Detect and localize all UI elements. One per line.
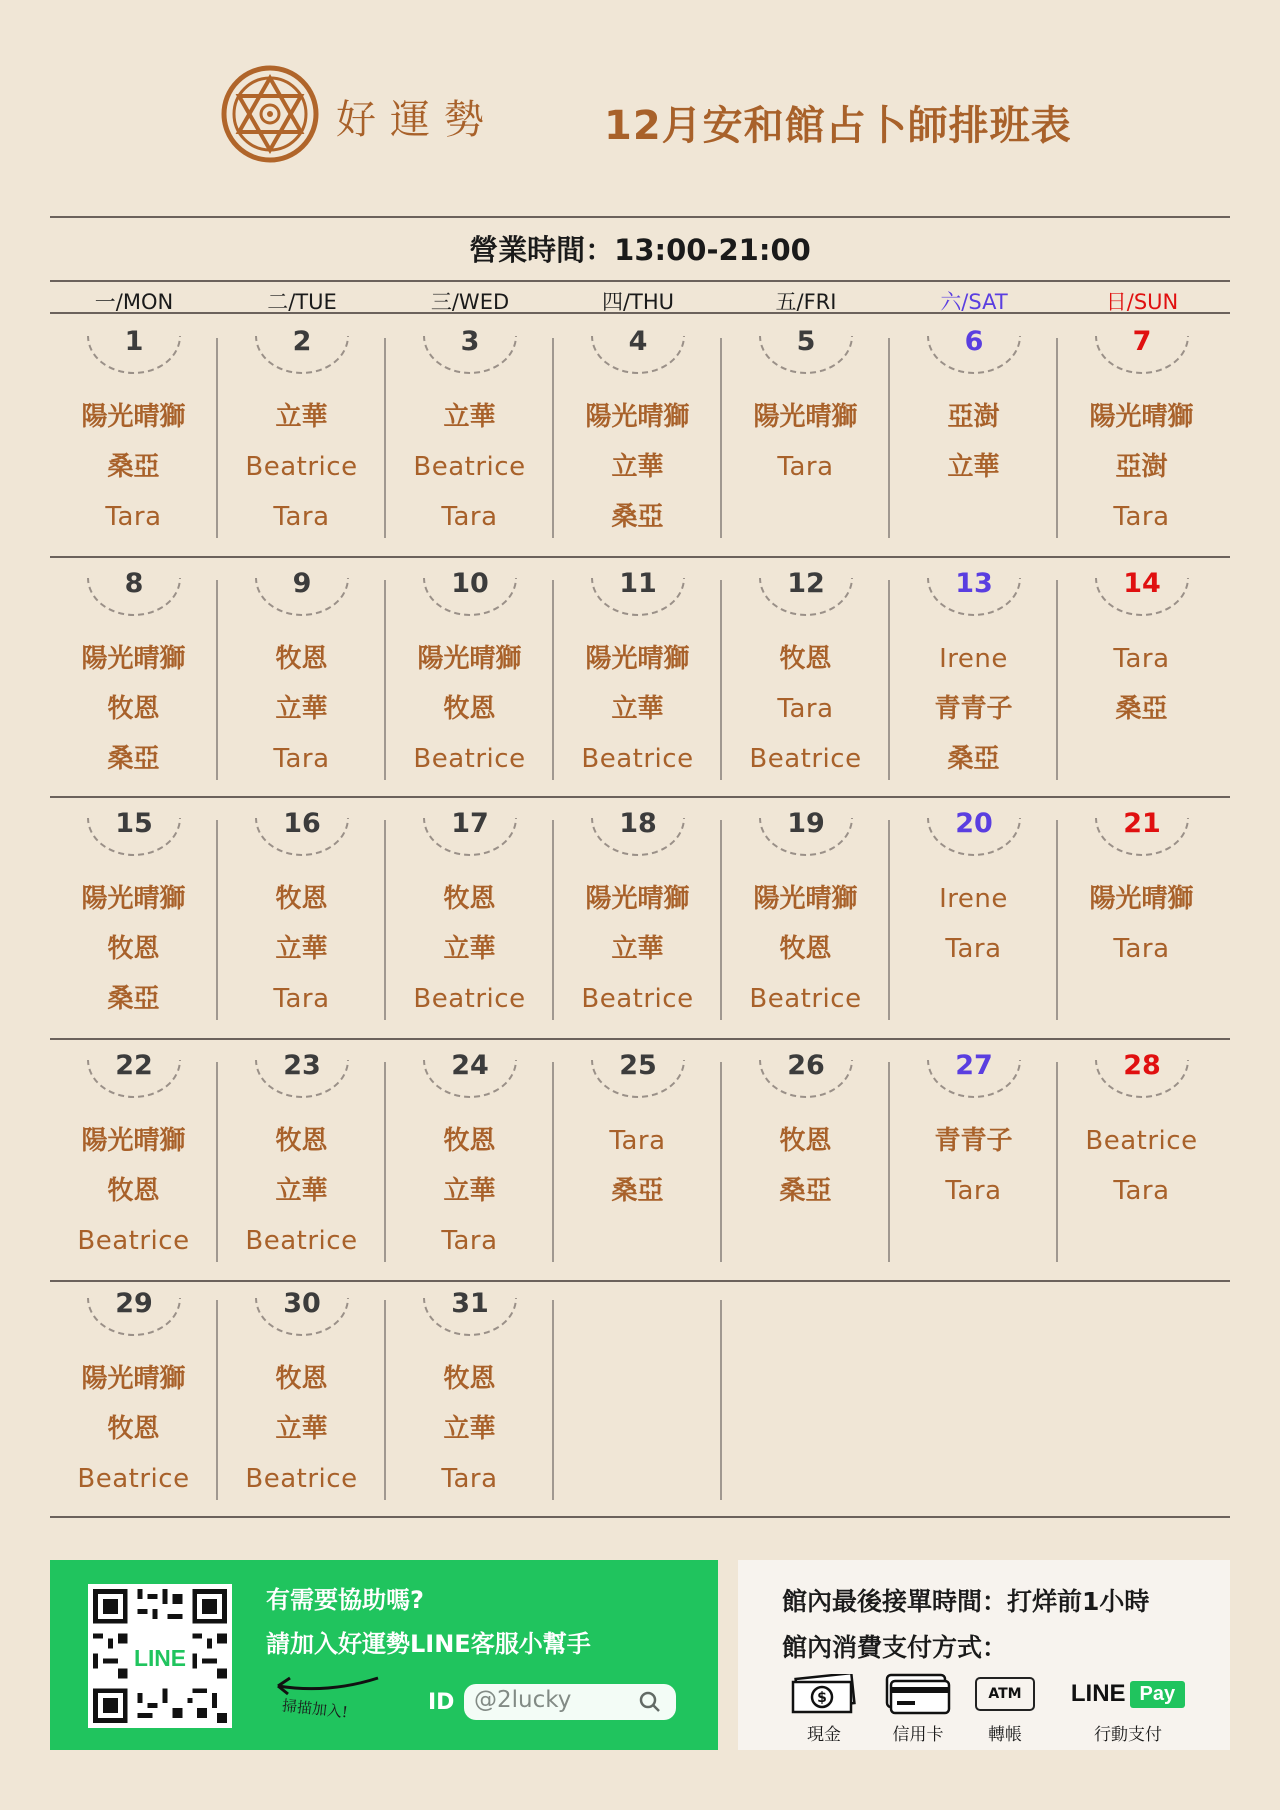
week-row bbox=[50, 1288, 1230, 1494]
line-id-value: @2lucky bbox=[474, 1687, 572, 1713]
day-badge bbox=[927, 540, 1021, 616]
reader-name: Tara bbox=[273, 984, 330, 1014]
reader-list bbox=[554, 1116, 721, 1216]
day-badge bbox=[591, 780, 685, 856]
reader-name: 陽光晴獅 bbox=[753, 884, 858, 914]
day-number: 20 bbox=[955, 808, 993, 839]
reader-name: Tara bbox=[777, 694, 834, 724]
reader-name: 立華 bbox=[275, 934, 328, 964]
day-number: 31 bbox=[451, 1288, 489, 1319]
reader-name: Beatrice bbox=[413, 452, 526, 482]
reader-list bbox=[554, 392, 721, 542]
reader-list bbox=[722, 1116, 889, 1216]
business-hours: 營業時間：13:00-21:00 bbox=[469, 233, 811, 267]
star-logo-icon bbox=[220, 64, 320, 164]
reader-name: Tara bbox=[777, 452, 834, 482]
reader-list bbox=[554, 874, 721, 1024]
reader-list bbox=[386, 392, 553, 542]
day-number: 12 bbox=[787, 568, 825, 599]
reader-name: Beatrice bbox=[77, 1226, 190, 1256]
day-number: 21 bbox=[1123, 808, 1161, 839]
reader-name: 陽光晴獅 bbox=[1089, 884, 1194, 914]
reader-name: 亞澍 bbox=[947, 402, 1000, 432]
day-badge bbox=[423, 780, 517, 856]
reader-name: 牧恩 bbox=[779, 934, 832, 964]
reader-name: 桑亞 bbox=[107, 984, 160, 1014]
reader-list bbox=[890, 1116, 1057, 1216]
reader-name: Irene bbox=[939, 644, 1008, 674]
reader-name: Beatrice bbox=[749, 984, 862, 1014]
day-number: 5 bbox=[796, 326, 816, 357]
reader-list bbox=[50, 392, 217, 542]
weekday-label: 二/TUE bbox=[267, 290, 337, 314]
reader-name: Tara bbox=[441, 502, 498, 532]
reader-name: 牧恩 bbox=[443, 694, 496, 724]
payment-credit-card bbox=[878, 1672, 958, 1745]
day-number: 16 bbox=[283, 808, 321, 839]
day-badge bbox=[591, 1022, 685, 1098]
atm-icon bbox=[972, 1672, 1038, 1716]
reader-name: Beatrice bbox=[77, 1464, 190, 1494]
reader-name: Beatrice bbox=[749, 744, 862, 774]
day-badge bbox=[759, 540, 853, 616]
reader-name: Irene bbox=[939, 884, 1008, 914]
day-number: 14 bbox=[1123, 568, 1161, 599]
reader-name: 青青子 bbox=[934, 1126, 1013, 1156]
reader-name: 陽光晴獅 bbox=[585, 402, 690, 432]
day-number: 29 bbox=[115, 1288, 153, 1319]
day-badge bbox=[1095, 780, 1189, 856]
search-icon bbox=[638, 1690, 662, 1714]
day-number: 22 bbox=[115, 1050, 153, 1081]
reader-name: Beatrice bbox=[413, 984, 526, 1014]
weekday-label: 一/MON bbox=[94, 290, 174, 314]
reader-name: Tara bbox=[1113, 644, 1170, 674]
reader-name: Beatrice bbox=[245, 452, 358, 482]
reader-name: 立華 bbox=[443, 934, 496, 964]
reader-list bbox=[1058, 392, 1225, 542]
line-id-search[interactable] bbox=[464, 1684, 676, 1720]
reader-list bbox=[218, 634, 385, 784]
day-number: 15 bbox=[115, 808, 153, 839]
reader-list bbox=[1058, 634, 1225, 734]
day-badge bbox=[87, 780, 181, 856]
day-badge bbox=[423, 1260, 517, 1336]
payment-cash bbox=[784, 1672, 864, 1745]
reader-name: Tara bbox=[441, 1226, 498, 1256]
divider bbox=[50, 1280, 1230, 1282]
day-number: 7 bbox=[1132, 326, 1152, 357]
reader-name: 陽光晴獅 bbox=[81, 1126, 186, 1156]
week-row bbox=[50, 326, 1230, 532]
day-number: 24 bbox=[451, 1050, 489, 1081]
reader-name: 立華 bbox=[611, 694, 664, 724]
reader-name: 牧恩 bbox=[107, 1176, 160, 1206]
reader-name: 牧恩 bbox=[107, 1414, 160, 1444]
week-row bbox=[50, 568, 1230, 774]
reader-list bbox=[554, 634, 721, 784]
reader-name: 桑亞 bbox=[107, 452, 160, 482]
reader-name: Tara bbox=[945, 1176, 1002, 1206]
reader-list bbox=[890, 392, 1057, 492]
day-number: 3 bbox=[460, 326, 480, 357]
reader-name: Beatrice bbox=[245, 1464, 358, 1494]
payment-methods-label: 館內消費支付方式： bbox=[782, 1633, 1008, 1662]
reader-list bbox=[722, 874, 889, 1024]
reader-list bbox=[386, 634, 553, 784]
day-number: 1 bbox=[124, 326, 144, 357]
reader-name: 牧恩 bbox=[779, 1126, 832, 1156]
reader-list bbox=[386, 1116, 553, 1266]
day-badge bbox=[87, 540, 181, 616]
day-number: 27 bbox=[955, 1050, 993, 1081]
line-help-panel bbox=[50, 1560, 718, 1750]
reader-name: 陽光晴獅 bbox=[417, 644, 522, 674]
cash-icon bbox=[791, 1674, 857, 1714]
line-id-label: ID bbox=[428, 1690, 455, 1715]
reader-list bbox=[722, 392, 889, 492]
svg-text:$: $ bbox=[817, 1690, 827, 1706]
reader-name: Beatrice bbox=[1085, 1126, 1198, 1156]
day-badge bbox=[591, 540, 685, 616]
reader-name: Beatrice bbox=[413, 744, 526, 774]
reader-name: 桑亞 bbox=[779, 1176, 832, 1206]
day-badge bbox=[87, 1260, 181, 1336]
qr-code-icon[interactable] bbox=[88, 1584, 232, 1728]
reader-name: Tara bbox=[273, 744, 330, 774]
atm-badge: ATM bbox=[975, 1677, 1035, 1711]
brand-name: 好運勢 bbox=[336, 97, 498, 143]
header bbox=[0, 0, 1280, 200]
day-badge bbox=[87, 298, 181, 374]
reader-list bbox=[722, 634, 889, 784]
reader-list bbox=[218, 874, 385, 1024]
reader-name: 立華 bbox=[611, 452, 664, 482]
reader-list bbox=[218, 1116, 385, 1266]
reader-name: 桑亞 bbox=[107, 744, 160, 774]
reader-name: 立華 bbox=[443, 1176, 496, 1206]
reader-name: 立華 bbox=[443, 1414, 496, 1444]
reader-name: 立華 bbox=[611, 934, 664, 964]
reader-list bbox=[890, 634, 1057, 784]
day-badge bbox=[423, 298, 517, 374]
reader-name: 桑亞 bbox=[947, 744, 1000, 774]
payment-cash-label: 現金 bbox=[807, 1725, 841, 1745]
reader-name: 立華 bbox=[443, 402, 496, 432]
reader-name: 桑亞 bbox=[611, 502, 664, 532]
day-badge bbox=[759, 1022, 853, 1098]
day-badge bbox=[1095, 1022, 1189, 1098]
divider bbox=[50, 556, 1230, 558]
column-divider bbox=[720, 1300, 722, 1500]
reader-name: 立華 bbox=[947, 452, 1000, 482]
payment-panel bbox=[738, 1560, 1230, 1750]
divider bbox=[50, 280, 1230, 282]
day-badge bbox=[927, 298, 1021, 374]
day-number: 19 bbox=[787, 808, 825, 839]
payment-transfer bbox=[972, 1672, 1038, 1745]
reader-name: 陽光晴獅 bbox=[81, 1364, 186, 1394]
weekday-label: 六/SAT bbox=[940, 290, 1008, 314]
day-badge bbox=[423, 1022, 517, 1098]
reader-name: 青青子 bbox=[934, 694, 1013, 724]
payment-transfer-label: 轉帳 bbox=[988, 1725, 1022, 1745]
day-number: 6 bbox=[964, 326, 984, 357]
day-badge bbox=[255, 1260, 349, 1336]
day-number: 11 bbox=[619, 568, 657, 599]
reader-name: 牧恩 bbox=[107, 694, 160, 724]
divider bbox=[50, 1038, 1230, 1040]
reader-name: 立華 bbox=[275, 1414, 328, 1444]
day-badge bbox=[927, 780, 1021, 856]
reader-name: Tara bbox=[945, 934, 1002, 964]
reader-name: Beatrice bbox=[245, 1226, 358, 1256]
reader-name: 陽光晴獅 bbox=[81, 644, 186, 674]
weekday-label: 三/WED bbox=[430, 290, 510, 314]
day-number: 13 bbox=[955, 568, 993, 599]
help-question: 有需要協助嗎? bbox=[266, 1586, 424, 1614]
day-badge bbox=[1095, 298, 1189, 374]
reader-name: Tara bbox=[1113, 502, 1170, 532]
day-badge bbox=[591, 298, 685, 374]
reader-name: 立華 bbox=[275, 694, 328, 724]
week-row bbox=[50, 1050, 1230, 1256]
day-badge bbox=[255, 780, 349, 856]
day-badge bbox=[927, 1022, 1021, 1098]
reader-list bbox=[50, 634, 217, 784]
line-pay-brand-b: Pay bbox=[1130, 1681, 1186, 1708]
day-badge bbox=[1095, 540, 1189, 616]
reader-name: Tara bbox=[441, 1464, 498, 1494]
divider bbox=[50, 216, 1230, 218]
reader-list bbox=[1058, 874, 1225, 974]
divider bbox=[50, 796, 1230, 798]
credit-card-icon bbox=[885, 1673, 951, 1715]
reader-name: 陽光晴獅 bbox=[81, 884, 186, 914]
reader-name: Beatrice bbox=[581, 984, 694, 1014]
reader-list bbox=[218, 392, 385, 542]
reader-name: 立華 bbox=[275, 402, 328, 432]
reader-name: 牧恩 bbox=[107, 934, 160, 964]
reader-list bbox=[50, 1116, 217, 1266]
reader-list bbox=[50, 874, 217, 1024]
payment-mobile bbox=[1066, 1672, 1190, 1745]
day-badge bbox=[255, 1022, 349, 1098]
reader-name: 牧恩 bbox=[275, 884, 328, 914]
day-badge bbox=[255, 540, 349, 616]
reader-name: 牧恩 bbox=[275, 1364, 328, 1394]
reader-name: 陽光晴獅 bbox=[585, 644, 690, 674]
weekday-label: 四/THU bbox=[601, 290, 675, 314]
reader-name: 立華 bbox=[275, 1176, 328, 1206]
day-number: 26 bbox=[787, 1050, 825, 1081]
reader-name: 陽光晴獅 bbox=[753, 402, 858, 432]
reader-name: 陽光晴獅 bbox=[81, 402, 186, 432]
reader-name: 牧恩 bbox=[443, 884, 496, 914]
day-number: 2 bbox=[292, 326, 312, 357]
day-badge bbox=[759, 298, 853, 374]
reader-name: 牧恩 bbox=[443, 1364, 496, 1394]
reader-name: Tara bbox=[273, 502, 330, 532]
reader-name: Beatrice bbox=[581, 744, 694, 774]
page-title: 12月安和館占卜師排班表 bbox=[604, 103, 1072, 149]
day-badge bbox=[759, 780, 853, 856]
reader-name: Tara bbox=[609, 1126, 666, 1156]
reader-name: 牧恩 bbox=[779, 644, 832, 674]
day-number: 28 bbox=[1123, 1050, 1161, 1081]
day-number: 4 bbox=[628, 326, 648, 357]
reader-name: 牧恩 bbox=[275, 1126, 328, 1156]
help-cta: 請加入好運勢LINE客服小幫手 bbox=[266, 1630, 591, 1658]
divider bbox=[50, 1516, 1230, 1518]
day-number: 17 bbox=[451, 808, 489, 839]
payment-mobile-label: 行動支付 bbox=[1094, 1725, 1162, 1745]
qr-center-label: LINE bbox=[134, 1644, 186, 1671]
weekday-label: 日/SUN bbox=[1105, 290, 1179, 314]
week-row bbox=[50, 808, 1230, 1014]
reader-list bbox=[386, 1354, 553, 1504]
reader-name: 桑亞 bbox=[1115, 694, 1168, 724]
reader-name: 陽光晴獅 bbox=[1089, 402, 1194, 432]
reader-name: 亞澍 bbox=[1115, 452, 1168, 482]
reader-list bbox=[386, 874, 553, 1024]
reader-list bbox=[890, 874, 1057, 974]
day-number: 8 bbox=[124, 568, 144, 599]
reader-name: Tara bbox=[1113, 1176, 1170, 1206]
last-order-note: 館內最後接單時間：打烊前1小時 bbox=[782, 1587, 1150, 1616]
day-badge bbox=[423, 540, 517, 616]
day-badge bbox=[87, 1022, 181, 1098]
scan-hint: 掃描加入! bbox=[281, 1696, 349, 1722]
reader-list bbox=[218, 1354, 385, 1504]
day-badge bbox=[255, 298, 349, 374]
reader-name: Tara bbox=[105, 502, 162, 532]
reader-list bbox=[50, 1354, 217, 1504]
day-number: 25 bbox=[619, 1050, 657, 1081]
day-number: 30 bbox=[283, 1288, 321, 1319]
day-number: 23 bbox=[283, 1050, 321, 1081]
reader-name: 陽光晴獅 bbox=[585, 884, 690, 914]
weekday-label: 五/FRI bbox=[775, 290, 837, 314]
day-number: 18 bbox=[619, 808, 657, 839]
reader-name: 牧恩 bbox=[275, 644, 328, 674]
day-number: 9 bbox=[292, 568, 312, 599]
payment-credit-card-label: 信用卡 bbox=[892, 1725, 944, 1745]
line-pay-brand-a: LINE bbox=[1070, 1680, 1126, 1707]
reader-name: 牧恩 bbox=[443, 1126, 496, 1156]
day-number: 10 bbox=[451, 568, 489, 599]
reader-list bbox=[1058, 1116, 1225, 1216]
reader-name: Tara bbox=[1113, 934, 1170, 964]
line-pay-icon bbox=[1071, 1680, 1185, 1708]
reader-name: 桑亞 bbox=[611, 1176, 664, 1206]
